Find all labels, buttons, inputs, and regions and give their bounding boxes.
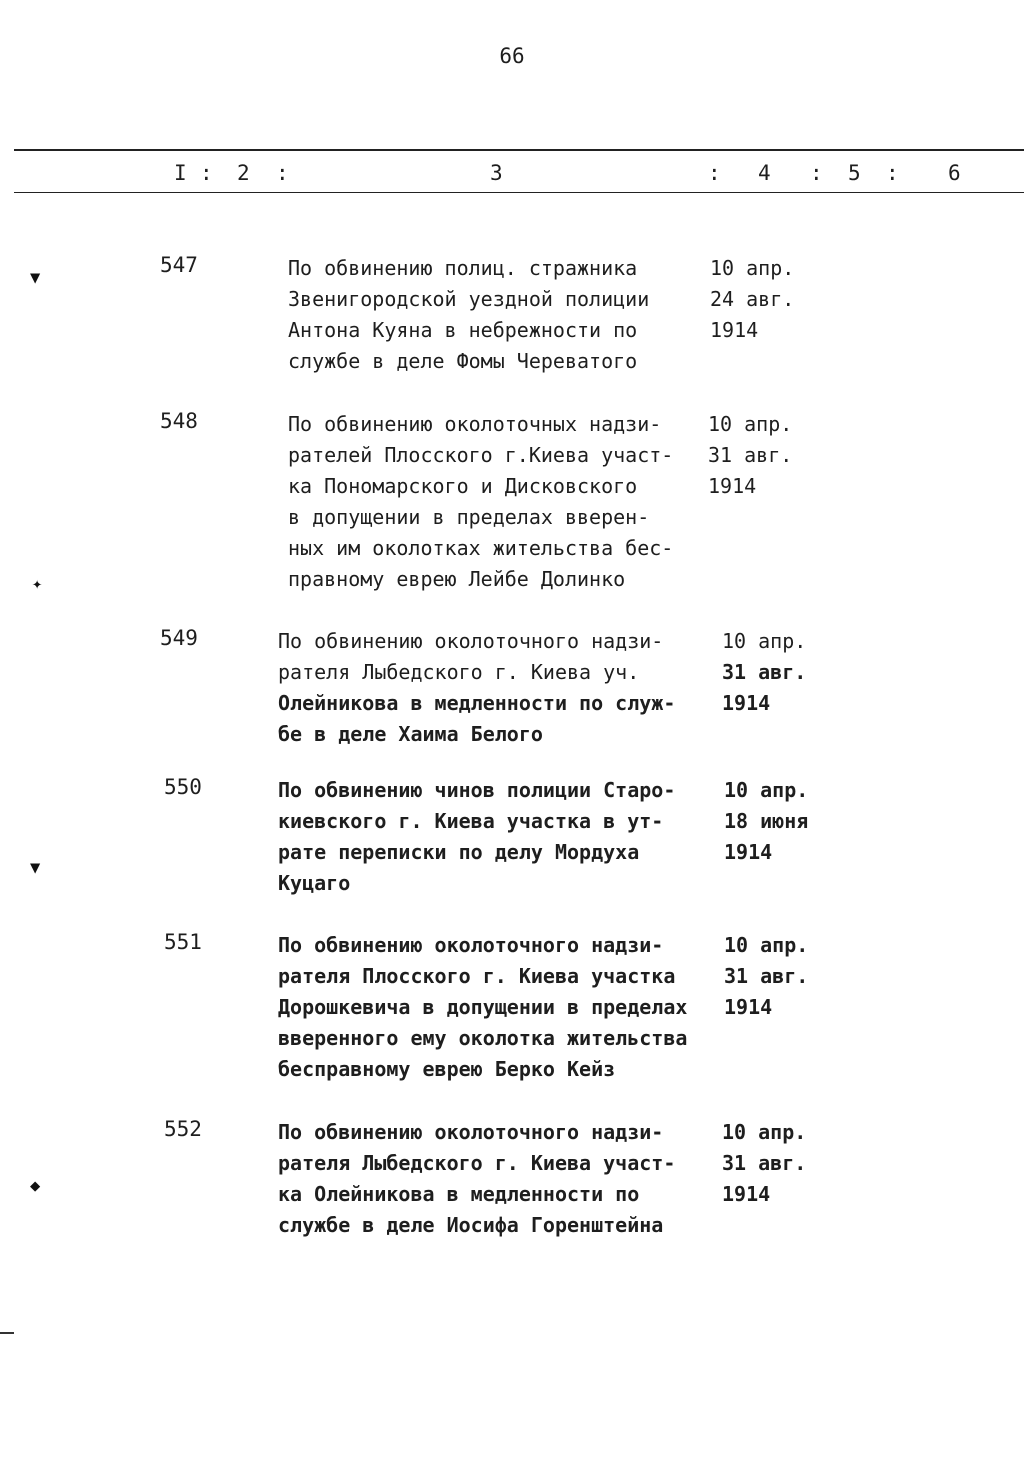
date-year: 1914 (708, 474, 757, 498)
entry-description (278, 1117, 675, 1241)
description-line: Олейникова в медленности по служ- (278, 691, 676, 715)
date-end: 31 авг. (724, 964, 809, 988)
description-line: Антона Куяна в небрежности по (288, 318, 638, 342)
description-line: По обвинению околоточного надзи- (278, 629, 664, 653)
header-rule-top (14, 149, 1024, 151)
entry-number: 548 (160, 409, 198, 433)
description-line: ка Пономарского и Дисковского (288, 474, 638, 498)
col-separator: : (708, 161, 721, 185)
date-start: 10 апр. (710, 256, 795, 280)
entry-number: 547 (160, 253, 198, 277)
entry-number: 551 (164, 930, 202, 954)
entry-dates (722, 1117, 806, 1210)
entry-description (288, 253, 649, 377)
date-end: 31 авг. (708, 443, 793, 467)
entry-dates (710, 253, 794, 346)
description-line: бесправному еврею Берко Кейз (278, 1057, 616, 1081)
binding-hole-mark-icon: ◆ (30, 1176, 41, 1196)
description-line: службе в деле Иосифа Горенштейна (278, 1213, 664, 1237)
description-line: рателя Лыбедского г. Киева участ- (278, 1151, 676, 1175)
entry-dates (722, 626, 806, 719)
header-rule-bottom (14, 192, 1024, 193)
description-line: Дорошкевича в допущении в пределах (278, 995, 688, 1019)
description-line: Звенигородской уездной полиции (288, 287, 650, 311)
date-start: 10 апр. (722, 1120, 807, 1144)
date-end: 18 июня (724, 809, 809, 833)
entry-dates (724, 930, 808, 1023)
date-start: 10 апр. (708, 412, 793, 436)
entry-description (278, 775, 675, 899)
page-number: 66 (499, 44, 525, 68)
description-line: рателя Лыбедского г. Киева уч. (278, 660, 640, 684)
description-line: Куцаго (278, 871, 351, 895)
description-line: бе в деле Хаима Белого (278, 722, 543, 746)
entry-dates (724, 775, 808, 868)
description-line: По обвинению околоточного надзи- (278, 1120, 664, 1144)
description-line: По обвинению полиц. стражника (288, 256, 638, 280)
entry-description (278, 626, 675, 750)
date-year: 1914 (710, 318, 759, 342)
col-separator: : (200, 161, 213, 185)
description-line: По обвинению чинов полиции Старо- (278, 778, 676, 802)
entry-description (288, 409, 673, 595)
description-line: По обвинению околоточных надзи- (288, 412, 662, 436)
description-line: рателей Плосского г.Киева участ- (288, 443, 674, 467)
col3-header: 3 (490, 161, 503, 185)
binding-hole-mark-icon: ✦ (32, 574, 43, 594)
entry-description (278, 930, 687, 1085)
entry-dates (708, 409, 792, 502)
description-line: ка Олейникова в медленности по (278, 1182, 640, 1206)
description-line: в допущении в пределах вверен- (288, 505, 650, 529)
entry-number: 552 (164, 1117, 202, 1141)
col1-header: I (174, 161, 187, 185)
date-year: 1914 (722, 1182, 771, 1206)
date-start: 10 апр. (724, 778, 809, 802)
entry-number: 550 (164, 775, 202, 799)
description-line: ных им околотках жительства бес- (288, 536, 674, 560)
date-end: 31 авг. (722, 660, 807, 684)
date-end: 31 авг. (722, 1151, 807, 1175)
date-end: 24 авг. (710, 287, 795, 311)
binding-hole-mark-icon: ▼ (30, 268, 41, 288)
description-line: киевского г. Киева участка в ут- (278, 809, 664, 833)
description-line: рате переписки по делу Мордуха (278, 840, 640, 864)
date-year: 1914 (722, 691, 771, 715)
col4-header: 4 (758, 161, 771, 185)
col2-header: 2 (237, 161, 250, 185)
col-separator: : (886, 161, 899, 185)
col-separator: : (276, 161, 289, 185)
description-line: вверенного ему околотка жительства (278, 1026, 688, 1050)
col-separator: : (810, 161, 823, 185)
date-year: 1914 (724, 995, 773, 1019)
entry-number: 549 (160, 626, 198, 650)
date-start: 10 апр. (722, 629, 807, 653)
description-line: рателя Плосского г. Киева участка (278, 964, 676, 988)
description-line: службе в деле Фомы Череватого (288, 349, 638, 373)
margin-mark-line (0, 1332, 14, 1334)
binding-hole-mark-icon: ▼ (30, 858, 41, 878)
col6-header: 6 (948, 161, 961, 185)
description-line: правному еврею Лейбе Долинко (288, 567, 626, 591)
date-start: 10 апр. (724, 933, 809, 957)
date-year: 1914 (724, 840, 773, 864)
description-line: По обвинению околоточного надзи- (278, 933, 664, 957)
col5-header: 5 (848, 161, 861, 185)
